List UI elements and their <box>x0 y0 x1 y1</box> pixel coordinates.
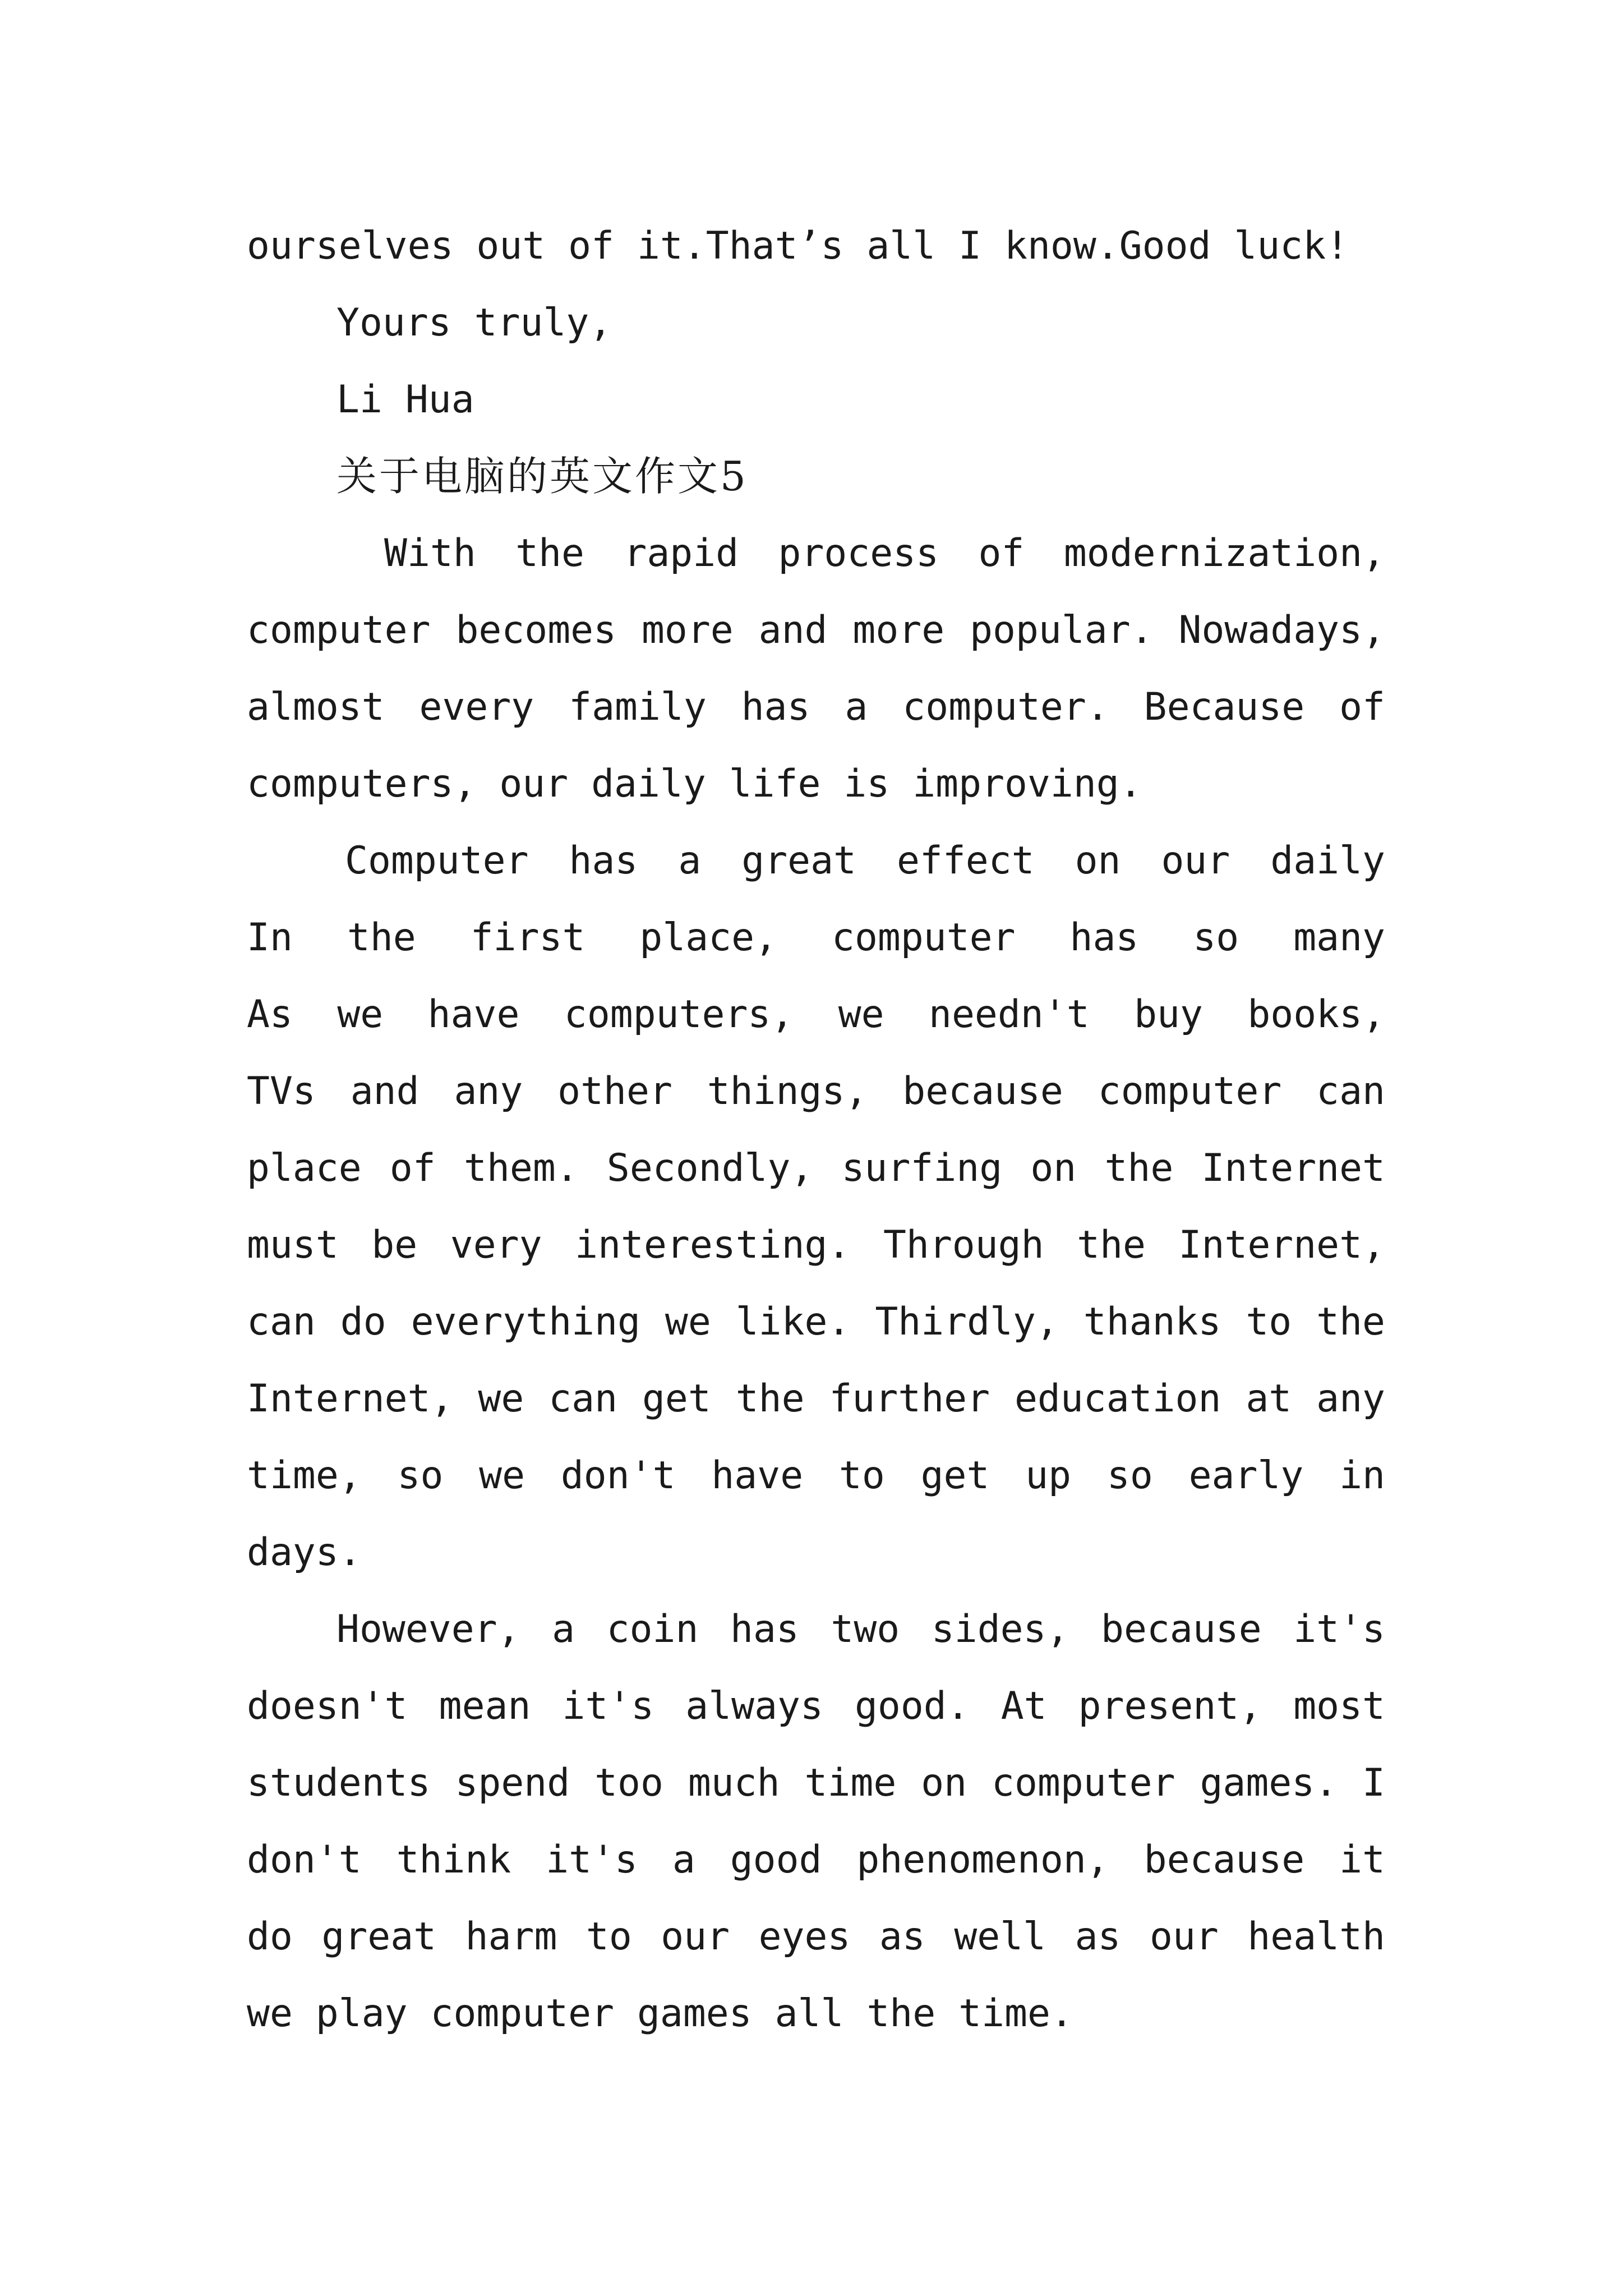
text-line: time, so we don't have to get up so early in <box>247 1453 1385 1498</box>
text-line: In the first place, computer has so many <box>247 915 1385 960</box>
text-line: we play computer games all the time. <box>247 1991 1073 2036</box>
text-line: However, a coin has two sides, because it's <box>336 1607 1385 1651</box>
text-line: can do everything we like. Thirdly, thanks to the <box>247 1300 1385 1344</box>
document-page <box>247 208 1385 2052</box>
text-line: students spend too much time on computer games. I <box>247 1761 1385 1805</box>
letter-closing: Yours truly, <box>336 301 612 345</box>
text-line: ourselves out of it.That’s all I know.Good luck! <box>247 224 1349 268</box>
text-line: TVs and any other things, because computer can <box>247 1069 1385 1114</box>
text-line: computer becomes more and more popular. Nowadays, <box>247 608 1385 652</box>
text-line: With the rapid process of modernization, <box>384 531 1385 576</box>
text-line: Internet, we can get the further education at any <box>247 1377 1385 1421</box>
text-line: As we have computers, we needn't buy books, <box>247 992 1385 1037</box>
text-line: almost every family has a computer. Because of <box>247 685 1385 729</box>
text-line: do great harm to our eyes as well as our health <box>247 1915 1385 1959</box>
section-heading: 关于电脑的英文作文5 <box>336 453 748 500</box>
text-line: doesn't mean it's always good. At present, most <box>247 1684 1385 1728</box>
text-line: place of them. Secondly, surfing on the Internet <box>247 1146 1385 1190</box>
text-line: must be very interesting. Through the Internet, <box>247 1223 1385 1267</box>
text-line: computers, our daily life is improving. <box>247 762 1142 806</box>
letter-signature: Li Hua <box>336 378 474 422</box>
text-line: don't think it's a good phenomenon, because it <box>247 1838 1385 1882</box>
text-line: Computer has a great effect on our daily <box>345 839 1385 883</box>
text-line: days. <box>247 1530 362 1575</box>
